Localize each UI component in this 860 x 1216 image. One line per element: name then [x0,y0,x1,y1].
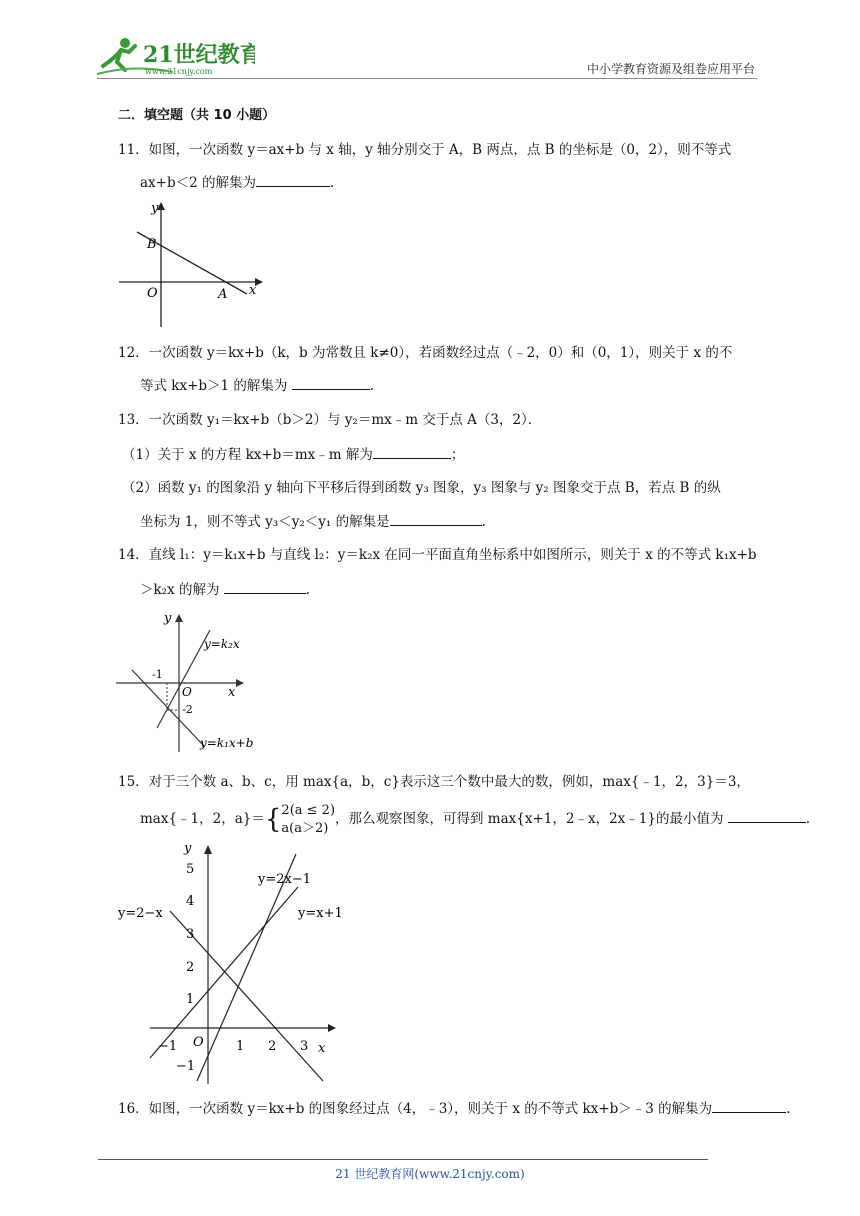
q11-line2: ax+b＜2 的解集为 . [140,172,334,193]
q15-line-2x-1-label: y=2x−1 [258,872,312,887]
q11-y-label: y [151,201,159,216]
header-platform-text: 中小学教育资源及组卷应用平台 [586,62,755,76]
q15-answer-blank[interactable] [728,808,806,823]
q15-ytick-3: 3 [186,927,195,942]
q14-tick-neg2: -2 [182,703,193,716]
q15-brace: { [264,804,282,835]
q15-xtick-3: 3 [300,1039,309,1054]
site-logo [95,36,255,78]
q11-figure [115,196,265,331]
q14-tick-neg1: -1 [152,668,163,681]
q14-x-label: x [228,685,236,700]
q13-answer2-blank[interactable] [390,511,482,526]
q11-line1: 11．如图，一次函数 y＝ax+b 与 x 轴，y 轴分别交于 A，B 两点，点 B 的坐标是（0，2），则不等式 [118,142,732,158]
logo-text: 21世纪教育 [143,42,255,68]
q15-ytick-2: 2 [186,960,195,975]
q15-ytick-neg1: −1 [176,1059,196,1074]
q14-line1: 14．直线 l₁：y＝k₁x+b 与直线 l₂：y＝k₂x 在同一平面直角坐标系中如图所示，则关于 x 的不等式 k₁x+b [118,547,757,563]
q14-origin: O [182,685,192,699]
q14-figure [112,606,282,754]
q15-line1: 15．对于三个数 a、b、c，用 max{a，b，c}表示这三个数中最大的数，例如，max{﹣1，2，3}＝3， [118,774,750,790]
footer-divider [98,1159,708,1160]
q14-line-l1-label: y=k₁x+b [200,736,254,750]
q12-line1: 12．一次函数 y＝kx+b（k，b 为常数且 k≠0），若函数经过点（﹣2，0）和（0，1），则关于 x 的不 [118,345,733,361]
q14-line-l2-label: y=k₂x [204,637,240,651]
q15-case1: 2(a ≤ 2) [281,802,336,818]
q15-figure [110,840,360,1090]
q15-xtick-1: 1 [236,1039,245,1054]
section-title: 二．填空题（共 10 小题） [118,108,276,123]
q11-origin: O [147,286,158,301]
q15-case2: a(a＞2) [281,820,329,836]
q15-line2: max{﹣1，2，a}＝{2(a ≤ 2) a(a＞2)，那么观察图象，可得到 max{x+1，2﹣x，2x﹣1}的最小值为 . [140,802,811,836]
q15-x-label: x [318,1041,326,1056]
q14-answer-blank[interactable] [224,579,306,594]
q16-line1: 16．如图，一次函数 y＝kx+b 的图象经过点（4，﹣3），则关于 x 的不等式 kx+b＞﹣3 的解集为 . [118,1098,790,1119]
q11-point-b: B [147,237,157,252]
q11-answer-blank[interactable] [256,172,330,187]
q15-ytick-1: 1 [186,992,195,1007]
q13-answer1-blank[interactable] [373,444,451,459]
logo-url: www.21cnjy.com [145,67,213,76]
q16-answer-blank[interactable] [712,1098,786,1113]
q13-line1: 13．一次函数 y₁＝kx+b（b＞2）与 y₂＝mx﹣m 交于点 A（3，2）． [118,412,542,428]
q15-xtick-2: 2 [268,1039,277,1054]
q12-line2: 等式 kx+b＞1 的解集为 . [140,375,374,396]
q14-y-label: y [164,611,172,626]
q13-line2: （1）关于 x 的方程 kx+b＝mx﹣m 解为 ； [122,444,464,465]
q11-x-label: x [249,283,257,298]
q15-ytick-5: 5 [186,862,195,877]
q15-ytick-4: 4 [186,894,195,909]
q11-point-a: A [218,287,228,302]
q15-origin: O [193,1035,204,1050]
header-divider [97,78,757,79]
q12-answer-blank[interactable] [292,375,370,390]
q13-line4: 坐标为 1，则不等式 y₃＜y₂＜y₁ 的解集是 . [140,511,486,532]
q13-line3: （2）函数 y₁ 的图象沿 y 轴向下平移后得到函数 y₃ 图象，y₃ 图象与 y₂ 图象交于点 B，若点 B 的纵 [122,480,721,496]
runner-logo-icon [95,36,255,78]
q14-line2: ＞k₂x 的解为 . [140,579,310,600]
q15-line-x+1-label: y=x+1 [298,906,343,921]
q15-xtick-neg1: −1 [158,1039,178,1054]
q15-y-label: y [184,841,192,856]
footer-text[interactable]: 21 世纪教育网(www.21cnjy.com) [335,1167,525,1181]
q15-line-2-x-label: y=2−x [118,906,163,921]
